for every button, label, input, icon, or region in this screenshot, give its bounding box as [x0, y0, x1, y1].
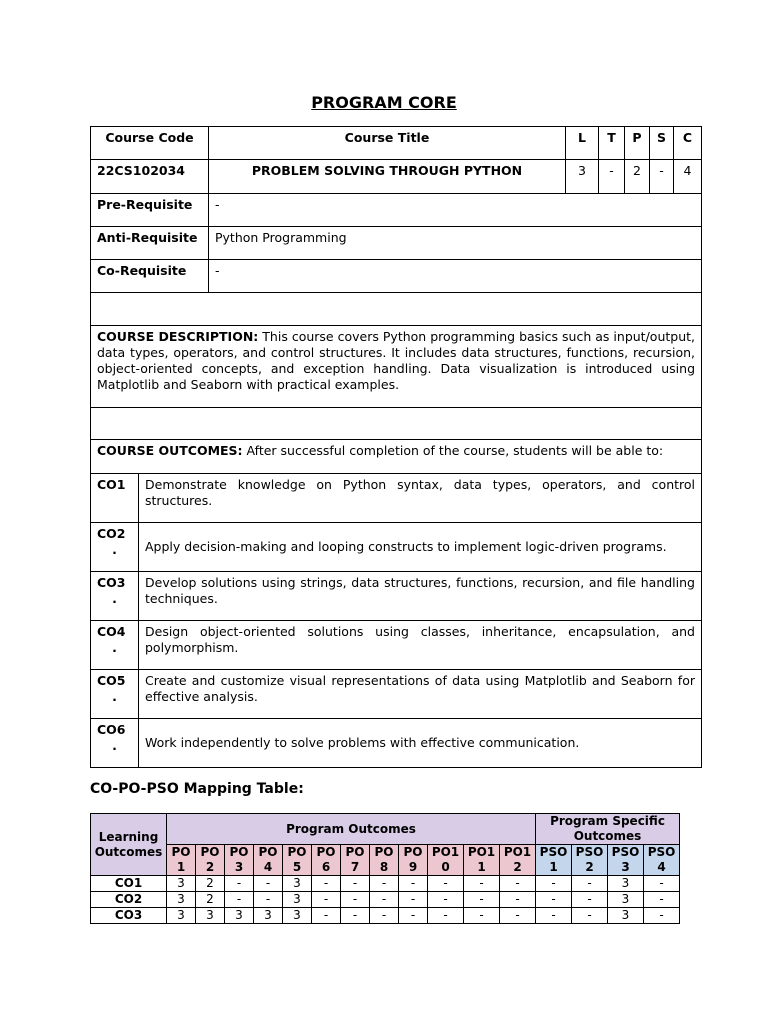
po-value: 3	[167, 876, 196, 892]
po-value: -	[312, 876, 341, 892]
po-value: 3	[167, 908, 196, 924]
l-value: 3	[566, 160, 599, 194]
course-row	[91, 160, 702, 194]
co-cell: CO1	[91, 876, 167, 892]
pso-header: Program Specific Outcomes	[536, 814, 680, 845]
po-value: 3	[283, 876, 312, 892]
po-col-header: PO 4	[254, 845, 283, 876]
po-value: -	[500, 892, 536, 908]
co-po-pso-mapping-table	[90, 813, 680, 924]
po-value: 3	[225, 908, 254, 924]
pso-col-header: PSO 1	[536, 845, 572, 876]
po-value: 3	[283, 908, 312, 924]
course-code: 22CS102034	[91, 160, 209, 194]
t-header: T	[599, 127, 625, 160]
p-value: 2	[625, 160, 650, 194]
header-row	[91, 127, 702, 160]
pso-value: -	[644, 892, 680, 908]
po-value: -	[500, 876, 536, 892]
po-value: -	[370, 876, 399, 892]
po-value: -	[464, 876, 500, 892]
co-text: Design object-oriented solutions using classes, inheritance, encapsulation, and polymorphism.	[139, 621, 702, 670]
coreq-value: -	[209, 260, 702, 293]
po-col-header: PO 3	[225, 845, 254, 876]
po-value: -	[399, 892, 428, 908]
t-value: -	[599, 160, 625, 194]
co-text: Apply decision-making and looping constructs to implement logic-driven programs.	[139, 523, 702, 572]
po-col-header: PO 2	[196, 845, 225, 876]
prereq-value: -	[209, 194, 702, 227]
blank-row	[91, 293, 702, 326]
co-row	[91, 670, 702, 719]
po-value: 2	[196, 892, 225, 908]
co-text: Create and customize visual representations of data using Matplotlib and Seaborn for effective analysis.	[139, 670, 702, 719]
po-col-header: PO1 1	[464, 845, 500, 876]
mapping-row	[91, 876, 680, 892]
antireq-label: Anti-Requisite	[91, 227, 209, 260]
pso-value: -	[572, 892, 608, 908]
c-value: 4	[674, 160, 702, 194]
prereq-row	[91, 194, 702, 227]
co-code: CO5 .	[91, 670, 139, 719]
pso-value: -	[644, 876, 680, 892]
po-value: 3	[167, 892, 196, 908]
outcomes-header-row	[91, 440, 702, 474]
po-value: 2	[196, 876, 225, 892]
po-value: -	[464, 908, 500, 924]
mapping-title: CO-PO-PSO Mapping Table:	[90, 781, 304, 797]
po-value: -	[254, 876, 283, 892]
co-code: CO2 .	[91, 523, 139, 572]
pso-value: 3	[608, 908, 644, 924]
course-title-header: Course Title	[209, 127, 566, 160]
po-col-header: PO 1	[167, 845, 196, 876]
course-table	[90, 126, 702, 768]
po-value: -	[312, 908, 341, 924]
l-header: L	[566, 127, 599, 160]
po-value: -	[370, 908, 399, 924]
po-value: -	[428, 908, 464, 924]
po-value: -	[370, 892, 399, 908]
description-label: COURSE DESCRIPTION:	[97, 329, 259, 344]
po-col-header: PO 9	[399, 845, 428, 876]
pso-value: 3	[608, 892, 644, 908]
pso-col-header: PSO 3	[608, 845, 644, 876]
co-cell: CO3	[91, 908, 167, 924]
course-description	[91, 326, 702, 408]
blank-row	[91, 408, 702, 440]
coreq-label: Co-Requisite	[91, 260, 209, 293]
pso-col-header: PSO 4	[644, 845, 680, 876]
course-title: PROBLEM SOLVING THROUGH PYTHON	[209, 160, 566, 194]
po-col-header: PO1 2	[500, 845, 536, 876]
mapping-header-row	[91, 814, 680, 845]
learning-outcomes-header: Learning Outcomes	[91, 814, 167, 876]
co-cell: CO2	[91, 892, 167, 908]
blank-cell	[91, 293, 702, 326]
po-value: -	[225, 892, 254, 908]
co-row	[91, 719, 702, 768]
co-row	[91, 523, 702, 572]
po-value: -	[464, 892, 500, 908]
pso-value: -	[644, 908, 680, 924]
po-value: -	[341, 876, 370, 892]
mapping-col-header-row	[91, 845, 680, 876]
co-code: CO3 .	[91, 572, 139, 621]
co-text: Demonstrate knowledge on Python syntax, data types, operators, and control structures.	[139, 474, 702, 523]
po-col-header: PO 8	[370, 845, 399, 876]
po-col-header: PO 7	[341, 845, 370, 876]
co-row	[91, 572, 702, 621]
outcomes-intro: After successful completion of the course, students will be able to:	[242, 443, 664, 458]
description-text: This course covers Python programming basics such as input/output, data types, operators, and control structures. It includes data structures, functions, recursion, object-oriented concepts, and exception handling. Data visualization is introduced using Matplotlib and Seaborn with practical examples.	[97, 329, 695, 392]
co-code: CO6 .	[91, 719, 139, 768]
pso-value: 3	[608, 876, 644, 892]
co-row	[91, 621, 702, 670]
co-text: Develop solutions using strings, data structures, functions, recursion, and file handling techniques.	[139, 572, 702, 621]
po-value: -	[428, 876, 464, 892]
po-col-header: PO 6	[312, 845, 341, 876]
po-col-header: PO 5	[283, 845, 312, 876]
description-row	[91, 326, 702, 408]
po-value: -	[341, 908, 370, 924]
prereq-label: Pre-Requisite	[91, 194, 209, 227]
antireq-row	[91, 227, 702, 260]
c-header: C	[674, 127, 702, 160]
co-text: Work independently to solve problems with effective communication.	[139, 719, 702, 768]
pso-value: -	[572, 876, 608, 892]
s-header: S	[650, 127, 674, 160]
pso-col-header: PSO 2	[572, 845, 608, 876]
co-row	[91, 474, 702, 523]
pso-value: -	[536, 876, 572, 892]
blank-cell	[91, 408, 702, 440]
outcomes-label: COURSE OUTCOMES:	[97, 443, 243, 458]
antireq-value: Python Programming	[209, 227, 702, 260]
po-value: 3	[196, 908, 225, 924]
po-col-header: PO1 0	[428, 845, 464, 876]
po-value: -	[500, 908, 536, 924]
po-value: 3	[254, 908, 283, 924]
po-value: 3	[283, 892, 312, 908]
page-title: PROGRAM CORE	[311, 93, 457, 112]
mapping-row	[91, 908, 680, 924]
p-header: P	[625, 127, 650, 160]
po-value: -	[225, 876, 254, 892]
co-code: CO4 .	[91, 621, 139, 670]
po-value: -	[341, 892, 370, 908]
pso-value: -	[536, 892, 572, 908]
s-value: -	[650, 160, 674, 194]
mapping-row	[91, 892, 680, 908]
coreq-row	[91, 260, 702, 293]
po-value: -	[312, 892, 341, 908]
po-value: -	[399, 876, 428, 892]
pso-value: -	[572, 908, 608, 924]
po-value: -	[399, 908, 428, 924]
co-code: CO1	[91, 474, 139, 523]
po-value: -	[428, 892, 464, 908]
course-outcomes-intro	[91, 440, 702, 474]
program-outcomes-header: Program Outcomes	[167, 814, 536, 845]
po-value: -	[254, 892, 283, 908]
pso-value: -	[536, 908, 572, 924]
course-code-header: Course Code	[91, 127, 209, 160]
